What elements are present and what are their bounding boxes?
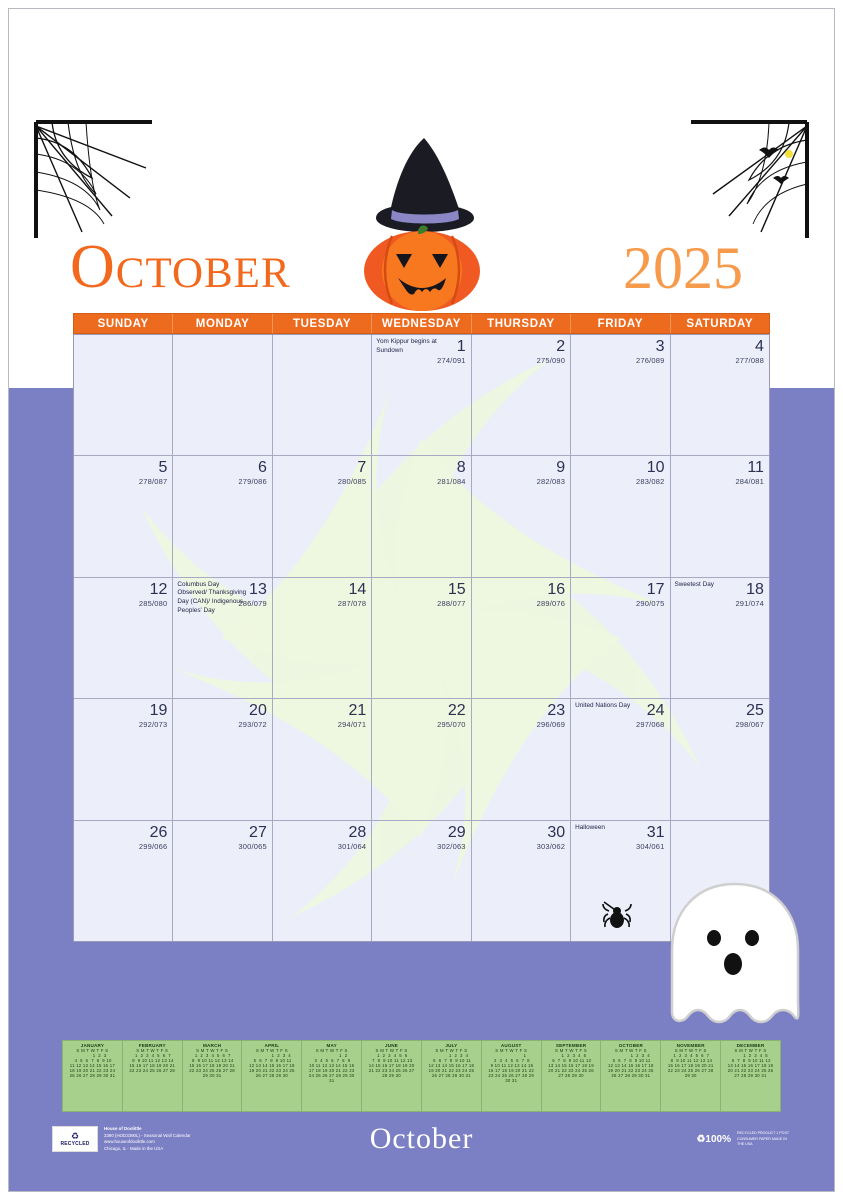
mini-month-august [482, 1041, 542, 1111]
julian-date: 276/089 [636, 356, 665, 365]
julian-date: 300/065 [238, 841, 267, 851]
day-number: 24 [646, 702, 665, 720]
weekday-friday: FRIDAY [571, 314, 670, 333]
mini-week: 11 12 13 14 15 16 17 [69, 1063, 116, 1068]
day-note: United Nations Day [575, 702, 631, 710]
julian-date: 286/079 [238, 598, 267, 608]
day-cell[interactable] [74, 699, 173, 819]
mini-week: 12 13 14 15 16 17 18 [249, 1063, 295, 1068]
year-overview-strip [62, 1040, 781, 1112]
day-number: 26 [149, 823, 168, 841]
mini-week: 1 2 3 4 [434, 1053, 469, 1058]
mini-month-dow: S M T W T F S [375, 1048, 408, 1053]
week-row [74, 456, 769, 577]
mini-week: 15 16 17 18 19 20 21 [667, 1063, 714, 1068]
weekday-saturday: SATURDAY [686, 317, 754, 330]
mini-week: 20 21 22 23 24 25 26 [548, 1068, 594, 1073]
julian-date: 274/091 [437, 356, 466, 365]
mini-month-july [422, 1041, 482, 1111]
mini-month-june [362, 1041, 422, 1111]
mini-month-dow: S M T W T F S [495, 1048, 528, 1053]
month-title: October [70, 233, 291, 301]
day-number: 2 [556, 338, 566, 355]
week-row [74, 699, 769, 820]
mini-week: 8 9 10 11 12 13 14 [669, 1058, 713, 1063]
julian-date: 291/074 [735, 598, 764, 608]
day-cell[interactable] [273, 335, 372, 455]
mini-month-dow: S M T W T F S [614, 1048, 647, 1053]
day-cell[interactable] [173, 699, 272, 819]
julian-date: 285/080 [138, 598, 168, 608]
publisher-name: House of Doolittle [104, 1126, 142, 1131]
year-title: 2025 [623, 235, 743, 301]
mini-week: 1 2 3 4 [252, 1053, 291, 1058]
day-cell[interactable] [472, 456, 571, 576]
day-cell[interactable] [571, 578, 670, 698]
day-cell[interactable] [571, 699, 670, 819]
day-number: 18 [746, 580, 764, 598]
mini-week: 30 31 [505, 1078, 518, 1083]
jack-o-lantern-witch-hat-icon [332, 126, 512, 311]
mini-week: 21 22 23 24 25 26 27 [368, 1068, 415, 1073]
weekday-header-row [73, 313, 770, 334]
day-note: Yom Kippur begins at Sundown [376, 338, 437, 354]
mini-month-dow: S M T W T F S [76, 1048, 109, 1053]
weekday-tuesday: TUESDAY [273, 314, 372, 333]
mini-week: 16 17 18 19 20 21 22 [488, 1068, 535, 1073]
day-number: 14 [348, 580, 367, 598]
mini-week: 8 9 10 11 12 13 14 [190, 1058, 234, 1063]
mini-week: 9 10 11 12 13 14 15 [489, 1063, 534, 1068]
pcw-recycle-icon: ♻ [696, 1134, 706, 1145]
day-cell[interactable] [372, 699, 471, 819]
mini-week: 18 19 20 21 22 23 24 [69, 1068, 116, 1073]
julian-date: 289/076 [536, 598, 566, 608]
spider-web-bats-icon [689, 120, 809, 240]
day-number: 17 [646, 580, 665, 598]
day-number: 4 [755, 338, 764, 355]
mini-week: 1 2 3 4 5 6 [375, 1053, 408, 1058]
post-consumer-note: RECYCLED PRODUCT 1 POST CONSUMER PAPER MADE IN THE USA [737, 1131, 789, 1147]
julian-date: 275/090 [536, 356, 566, 365]
day-number: 16 [547, 580, 566, 598]
mini-week: 6 7 8 9 10 11 12 [730, 1058, 771, 1063]
julian-date: 280/085 [337, 477, 367, 487]
mini-month-dow: S M T W T F S [435, 1048, 468, 1053]
mini-week: 1 2 3 4 5 6 7 [133, 1053, 171, 1058]
mini-month-dow: S M T W T F S [674, 1048, 707, 1053]
mini-week: 12 13 14 15 16 17 18 [608, 1063, 654, 1068]
day-number: 28 [348, 823, 367, 841]
day-cell[interactable] [173, 456, 272, 576]
day-number: 31 [646, 823, 665, 841]
mini-week: 10 11 12 13 14 15 16 [309, 1063, 355, 1068]
day-number: 7 [357, 459, 367, 477]
publisher-info [104, 1126, 254, 1152]
mini-week: 3 4 5 6 7 8 9 [313, 1058, 351, 1063]
mini-month-may [302, 1041, 362, 1111]
mini-month-october [601, 1041, 661, 1111]
julian-date: 295/070 [437, 720, 466, 730]
mini-week: 2 3 4 5 6 7 8 [492, 1058, 530, 1063]
julian-date: 299/066 [138, 841, 168, 851]
day-note: Columbus Day Observed/ Thanksgiving Day (CAN)/ Indigenous Peoples' Day [177, 580, 247, 614]
day-cell[interactable] [472, 699, 571, 819]
julian-date: 298/067 [735, 720, 764, 730]
mini-week: 7 8 9 10 11 12 13 [370, 1058, 413, 1063]
julian-date: 284/081 [735, 477, 764, 487]
day-cell[interactable] [273, 821, 372, 941]
mini-week: 5 6 7 8 9 10 11 [431, 1058, 472, 1063]
mini-week: 19 20 21 22 23 24 25 [249, 1068, 295, 1073]
julian-date: 281/084 [437, 477, 466, 487]
day-cell[interactable] [472, 335, 571, 455]
mini-month-name: OCTOBER [618, 1043, 644, 1048]
day-note: Sweetest Day [674, 580, 714, 588]
mini-week: 26 27 28 29 30 31 [611, 1073, 651, 1078]
day-cell[interactable] [74, 578, 173, 698]
day-cell[interactable] [173, 578, 272, 698]
day-cell[interactable] [372, 456, 471, 576]
julian-date: 282/083 [536, 477, 566, 487]
julian-date: 283/082 [636, 477, 665, 487]
mini-month-dow: S M T W T F S [136, 1048, 169, 1053]
mini-week: 29 30 31 [202, 1073, 222, 1078]
day-number: 5 [158, 459, 168, 477]
mini-week: 29 30 [684, 1073, 697, 1078]
mini-week: 22 23 24 25 26 27 28 [189, 1068, 235, 1073]
weekday-wednesday: WEDNESDAY [372, 314, 471, 333]
day-note: Halloween [575, 823, 605, 831]
weekday-sunday: SUNDAY [74, 314, 173, 333]
mini-month-name: SEPTEMBER [555, 1043, 587, 1048]
mini-month-september [542, 1041, 602, 1111]
mini-week: 5 6 7 8 9 10 11 [611, 1058, 651, 1063]
day-number: 9 [556, 459, 566, 477]
mini-month-december [721, 1041, 780, 1111]
week-row [74, 335, 769, 456]
calendar-rows [74, 335, 769, 941]
mini-week: 27 28 29 30 [558, 1073, 584, 1078]
mini-week: 26 27 28 29 30 31 [431, 1073, 471, 1078]
mini-month-name: MARCH [203, 1043, 222, 1048]
day-cell[interactable] [74, 821, 173, 941]
day-number: 15 [447, 580, 466, 598]
pcw-value: 100% [705, 1134, 731, 1145]
day-cell[interactable] [173, 335, 272, 455]
day-cell[interactable] [273, 699, 372, 819]
mini-month-january [63, 1041, 123, 1111]
mini-week: 23 24 25 26 27 28 29 [488, 1073, 535, 1078]
day-cell[interactable] [671, 456, 769, 576]
mini-week: 31 [329, 1078, 335, 1083]
mini-month-november [661, 1041, 721, 1111]
day-cell[interactable] [372, 821, 471, 941]
mini-week: 20 21 22 23 24 25 26 [727, 1068, 774, 1073]
mini-week: 26 27 28 29 30 [255, 1073, 288, 1078]
day-cell[interactable] [671, 578, 769, 698]
day-number: 21 [348, 702, 367, 720]
mini-month-name: MAY [326, 1043, 337, 1048]
day-number: 12 [149, 580, 168, 598]
mini-month-march [183, 1041, 243, 1111]
mini-week: 15 16 17 18 19 20 21 [129, 1063, 176, 1068]
julian-date: 287/078 [337, 598, 367, 608]
publisher-origin: Chicago, IL - Made in the USA [104, 1145, 164, 1151]
julian-date: 302/063 [437, 841, 466, 851]
spider-icon [602, 898, 634, 934]
day-number: 25 [746, 702, 764, 720]
mini-week: 12 13 14 15 16 17 18 [428, 1063, 475, 1068]
day-cell[interactable] [74, 456, 173, 576]
day-number: 3 [655, 338, 665, 355]
mini-week: 28 29 30 [382, 1073, 401, 1078]
day-number: 23 [547, 702, 566, 720]
day-cell[interactable] [273, 456, 372, 576]
mini-week: 1 2 3 4 5 6 7 [193, 1053, 231, 1058]
mini-week: 1 2 3 4 [611, 1053, 650, 1058]
day-cell[interactable] [671, 335, 769, 455]
recycled-badge [52, 1126, 98, 1152]
mini-week: 1 [496, 1053, 527, 1058]
julian-date: 290/075 [636, 598, 665, 608]
mini-week: 1 2 3 [78, 1053, 107, 1058]
julian-date: 293/072 [238, 720, 267, 730]
day-number: 6 [257, 459, 267, 477]
week-row [74, 578, 769, 699]
mini-week: 19 20 21 22 23 24 25 [608, 1068, 654, 1073]
mini-month-name: DECEMBER [736, 1043, 765, 1048]
weekday-monday: MONDAY [173, 314, 272, 333]
julian-date: 292/073 [138, 720, 168, 730]
mini-week: 24 25 26 27 28 29 30 [308, 1073, 355, 1078]
mini-week: 22 23 24 25 26 27 28 [129, 1068, 176, 1073]
mini-month-dow: S M T W T F S [315, 1048, 348, 1053]
day-cell[interactable] [671, 699, 769, 819]
mini-month-name: JANUARY [80, 1043, 105, 1048]
calendar-grid [73, 334, 770, 942]
mini-week: 15 16 17 18 19 20 21 [189, 1063, 235, 1068]
post-consumer-percent [696, 1134, 731, 1145]
julian-date: 278/087 [138, 477, 168, 487]
mini-week: 17 18 19 20 21 22 23 [308, 1068, 355, 1073]
product-line: 3390 (HOD3390L) - Seasonal Wall Calendar [104, 1132, 191, 1138]
mini-month-dow: S M T W T F S [734, 1048, 767, 1053]
day-cell[interactable] [571, 335, 670, 455]
mini-week: 22 23 24 25 26 27 28 [667, 1068, 714, 1073]
day-number: 1 [456, 338, 466, 355]
mini-month-name: AUGUST [500, 1043, 522, 1048]
day-cell[interactable] [472, 821, 571, 941]
mini-week: 13 14 15 16 17 18 19 [727, 1063, 774, 1068]
day-number: 10 [646, 459, 665, 477]
mini-week: 14 15 16 17 18 19 20 [368, 1063, 415, 1068]
mini-month-name: FEBRUARY [138, 1043, 166, 1048]
day-cell[interactable] [173, 821, 272, 941]
mini-week: 6 7 8 9 10 11 12 [550, 1058, 592, 1063]
recycle-icon: ♻ [70, 1130, 80, 1141]
day-number: 30 [547, 823, 566, 841]
recycled-label: RECYCLED [60, 1140, 90, 1147]
day-cell[interactable] [372, 578, 471, 698]
julian-date: 277/088 [735, 356, 764, 365]
footer-month-label: October [369, 1122, 474, 1155]
julian-date: 303/062 [536, 841, 566, 851]
ghost-icon [648, 880, 823, 1030]
mini-week: 1 2 3 4 5 [733, 1053, 768, 1058]
julian-date: 294/071 [337, 720, 367, 730]
mini-week: 27 28 29 30 31 [734, 1073, 767, 1078]
day-number: 13 [249, 580, 267, 598]
spider-web-icon [34, 120, 154, 240]
mini-month-name: JUNE [385, 1043, 399, 1048]
day-cell[interactable] [571, 456, 670, 576]
julian-date: 301/064 [337, 841, 367, 851]
day-number: 11 [747, 459, 764, 477]
julian-date: 304/061 [636, 841, 665, 851]
julian-date: 297/068 [636, 720, 665, 730]
day-number: 27 [249, 823, 267, 841]
julian-date: 296/069 [536, 720, 566, 730]
mini-week: 8 9 10 11 12 13 14 [130, 1058, 174, 1063]
day-number: 29 [447, 823, 466, 841]
mini-week: 5 6 7 8 9 10 11 [252, 1058, 292, 1063]
mini-month-dow: S M T W T F S [555, 1048, 588, 1053]
day-number: 19 [149, 702, 168, 720]
day-cell[interactable] [472, 578, 571, 698]
day-number: 22 [447, 702, 466, 720]
mini-month-name: JULY [445, 1043, 458, 1048]
julian-date: 288/077 [437, 598, 466, 608]
weekday-thursday: THURSDAY [472, 314, 571, 333]
mini-week: 1 2 3 4 5 [555, 1053, 587, 1058]
mini-month-name: NOVEMBER [676, 1043, 705, 1048]
mini-month-name: APRIL [264, 1043, 280, 1048]
day-number: 20 [249, 702, 267, 720]
mini-month-february [123, 1041, 183, 1111]
mini-week: 1 2 3 4 5 6 7 [672, 1053, 710, 1058]
mini-week: 25 26 27 28 29 30 31 [69, 1073, 116, 1078]
julian-date: 279/086 [238, 477, 267, 487]
mini-week: 1 2 [316, 1053, 348, 1058]
day-cell[interactable] [273, 578, 372, 698]
mini-month-dow: S M T W T F S [196, 1048, 229, 1053]
mini-week: 19 20 21 22 23 24 25 [428, 1068, 475, 1073]
day-cell[interactable] [74, 335, 173, 455]
day-cell[interactable] [372, 335, 471, 455]
publisher-website[interactable]: www.houseofdoolittle.com [104, 1139, 155, 1145]
day-number: 8 [456, 459, 466, 477]
mini-week: 13 14 15 16 17 18 19 [548, 1063, 594, 1068]
mini-month-april [242, 1041, 302, 1111]
mini-month-dow: S M T W T F S [255, 1048, 288, 1053]
mini-week: 4 5 6 7 8 9 10 [73, 1058, 112, 1063]
